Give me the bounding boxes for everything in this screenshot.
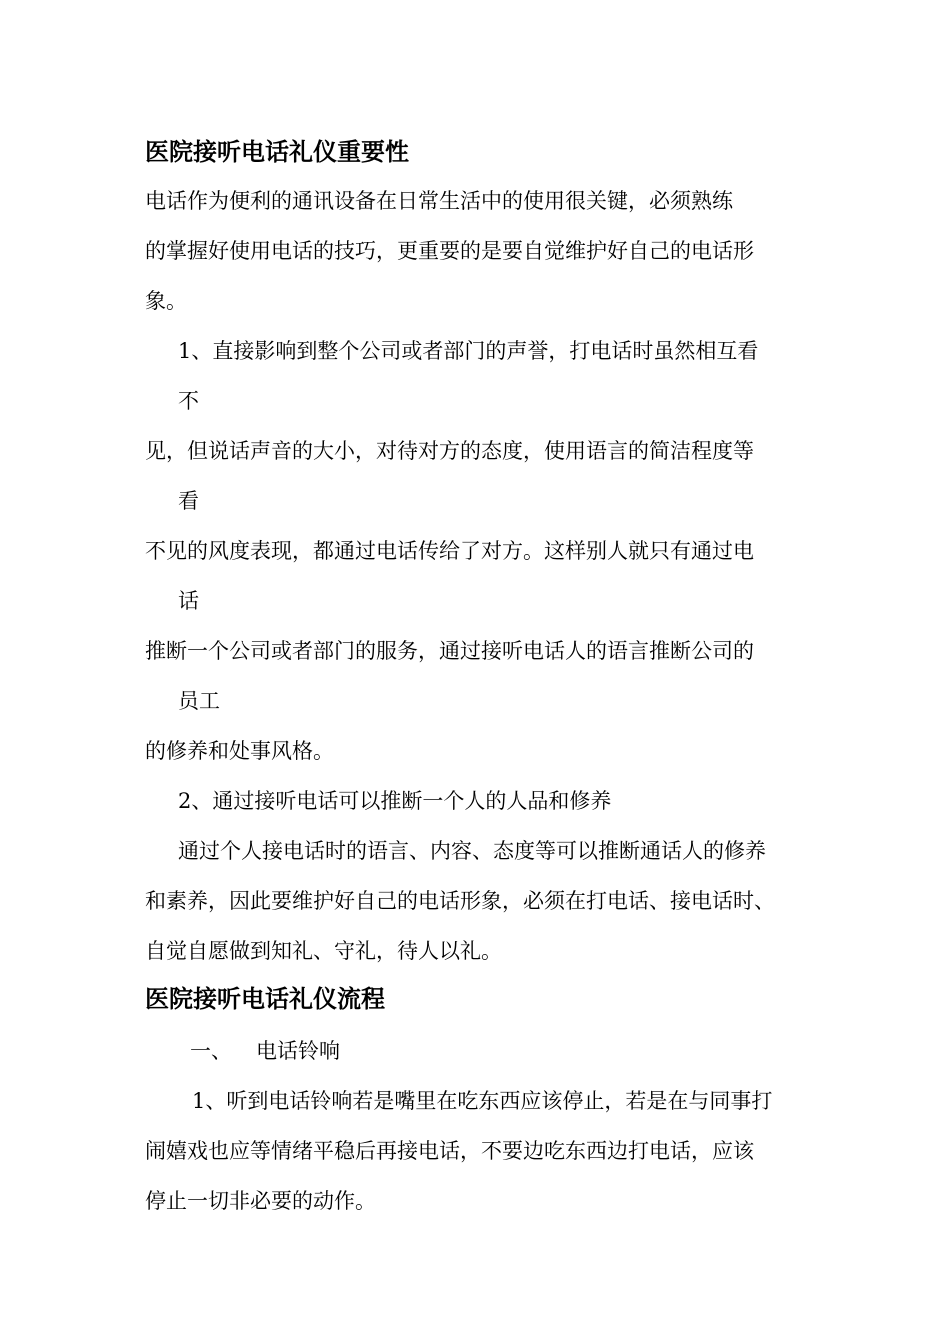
intro-line-3: 象。 [145, 289, 187, 313]
point1-line-7: 推断一个公司或者部门的服务，通过接听电话人的语言推断公司的 [145, 639, 754, 663]
point2-line-1: 通过个人接电话时的语言、内容、态度等可以推断通话人的修养 [178, 839, 766, 863]
point1-line-1: 1、直接影响到整个公司或者部门的声誉，打电话时虽然相互看 [178, 339, 759, 363]
point1-line-2: 不 [178, 389, 199, 413]
point1-line-4: 看 [178, 489, 199, 513]
point1-line-8: 员工 [178, 689, 220, 713]
heading-process: 医院接听电话礼仪流程 [145, 985, 385, 1013]
point2-line-3: 自觉自愿做到知礼、守礼，待人以礼。 [145, 939, 502, 963]
section1-heading [190, 1036, 340, 1066]
section1-title: 电话铃响 [256, 1039, 340, 1063]
heading-importance: 医院接听电话礼仪重要性 [145, 138, 409, 166]
section1-line-2: 闹嬉戏也应等情绪平稳后再接电话，不要边吃东西边打电话，应该 [145, 1139, 754, 1163]
point2-title: 2、通过接听电话可以推断一个人的人品和修养 [178, 789, 612, 813]
intro-line-1: 电话作为便利的通讯设备在日常生活中的使用很关键，必须熟练 [145, 189, 733, 213]
intro-line-2: 的掌握好使用电话的技巧，更重要的是要自觉维护好自己的电话形 [145, 239, 754, 263]
point1-line-6: 话 [178, 589, 199, 613]
section1-line-1: 1、听到电话铃响若是嘴里在吃东西应该停止，若是在与同事打 [192, 1089, 773, 1113]
point1-line-9: 的修养和处事风格。 [145, 739, 334, 763]
point2-line-2: 和素养，因此要维护好自己的电话形象，必须在打电话、接电话时、 [145, 889, 775, 913]
section1-line-3: 停止一切非必要的动作。 [145, 1189, 376, 1213]
point1-line-3: 见，但说话声音的大小，对待对方的态度，使用语言的简洁程度等 [145, 439, 754, 463]
point1-line-5: 不见的风度表现，都通过电话传给了对方。这样别人就只有通过电 [145, 539, 754, 563]
section1-number: 一、 [190, 1039, 232, 1063]
